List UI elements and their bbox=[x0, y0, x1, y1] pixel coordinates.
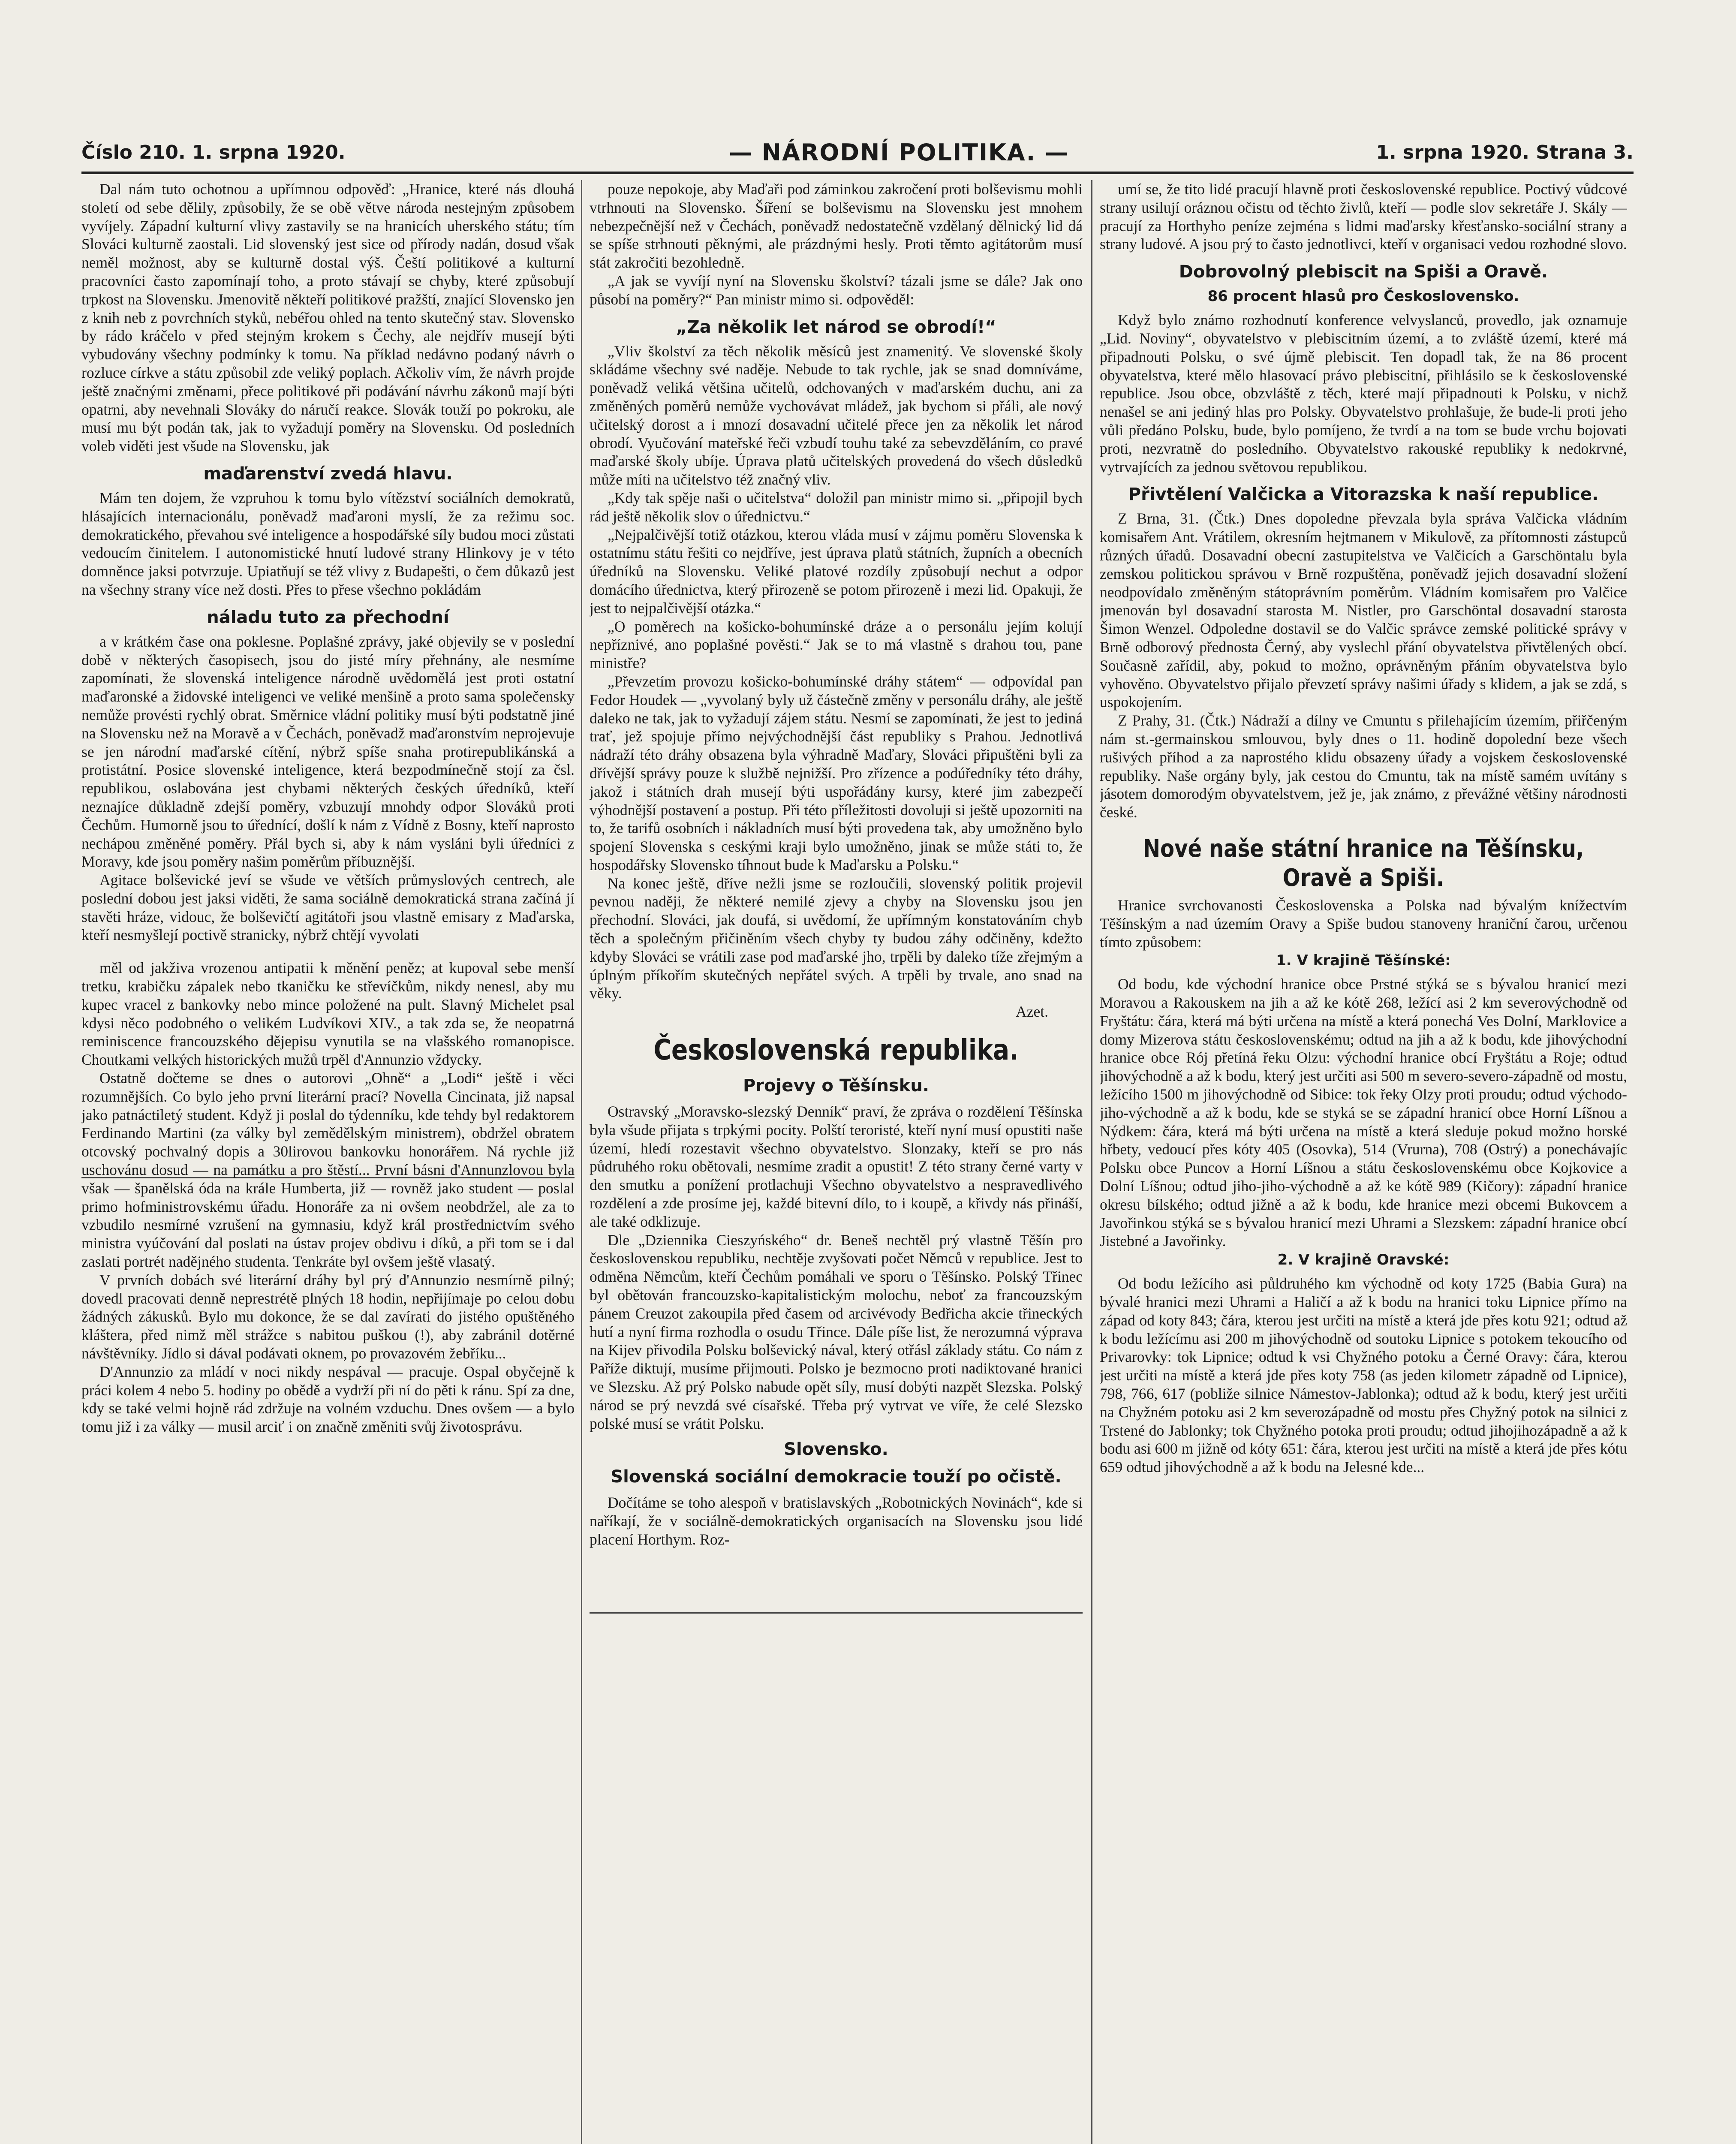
article-title: Přivtělení Valčicka a Vitorazska k naší republice. bbox=[1128, 485, 1599, 505]
column-3 bbox=[1100, 180, 1627, 2144]
page-header bbox=[81, 139, 1634, 174]
article-paragraph: „O poměrech na košicko-bohumínské dráze a o personálu jejím kolují nepříznivé, ano poplašné pověsti.“ Jak se to má vlastně s drahou tou, pane ministře? bbox=[590, 617, 1083, 672]
article-paragraph: Dočítáme se toho alespoň v bratislavských „Robotnických Novinách“, kde si naříkají, že v sociálně-demokratických organisacích na Slovensku jsou lidé placení Horthym. Roz- bbox=[590, 1494, 1083, 1548]
column-divider bbox=[1091, 180, 1092, 2144]
column-2 bbox=[590, 180, 1083, 2144]
article-paragraph: Dle „Dziennika Cieszyńského“ dr. Beneš nechtěl prý vlastně Těšín pro československou republiku, nechtěje zvyšovati počet Němců v republice. Jest to odměna Němcům, kteří Čechům pomáhali ve sporu o Těšínsko. Polský Třinec byl obětován francouzsko-kapitalistickým molochu, neboť za francouzským pánem Creuzot zakoupila před časem od arcivévody Bedřicha akcie třineckých hutí a nyní firma rozhodla o osudu Třince. Dále píše list, že nerozumná výprava na Kijev přivodila Polsku bolševický nával, který otřásl základy státu. Co nám z Paříže diktují, musíme přijmouti. Polsko je bezmocno proti nadiktované hranici ve Slezsku. Až prý Polsko nabude opět síly, musí dobýti nazpět Slezska. Polský národ se prý nevzdá své císařské. Třeba prý vytrvat ve víře, že celé Slezsko polské musí se vrátit Polsku. bbox=[590, 1231, 1083, 1432]
section-title: Slovensko. bbox=[784, 1439, 888, 1460]
article-paragraph: „Vliv školství za těch několik měsíců jest znamenitý. Ve slovenské školy skládáme všechny své naděje. Nebude to tak rychle, jak se snad domníváme, poněvadž veliká většina učitelů, odchovaných v maďarském duchu, ani za změněných poměrů nemůže vychovávat mládež, jak bychom si přáli, ale nový učitelský dorost a i mnozí dosavadní učitelé přece jen za několik let národ obrodí. Vyučování mateřské řeči vzbudí touhu také za sebevzděláním, co pravé maďarské školy ubíje. Úprava platů učitelských provedená do všech důsledků může míti na učitelstvo též značný vliv. bbox=[590, 342, 1083, 488]
article-paragraph: Ostravský „Moravsko-slezský Denník“ praví, že zpráva o rozdělení Těšínska byla všude přijata s trpkými pocity. Polští teroristé, kteří nyní musí opustiti naše území, hledí rozestavit všechno obyvatelstvo. Slonzaky, kteří se pro nás půdruhého roku obětovali, nesmíme zradit a opustit! Z této strany černé varty v den smutku a ponížení protlachuji Všechno obyvatelstvo a nespravedlivého rozdělení a zde prosíme jej, každé bitevní dílo, to i koupě, a křivdy nás přináší, ale také odklizuje. bbox=[590, 1103, 1083, 1230]
article-subtitle: 86 procent hlasů pro Československo. bbox=[1207, 288, 1519, 305]
article-paragraph: a v krátkém čase ona poklesne. Poplašné zprávy, jaké objevily se v poslední době v některých časopisech, jsou do jisté míry přehnány, ale nesmíme zapomínati, že slovenská inteligence národně uvědomělá jest proti ostatní maďaronské a židovské inteligenci ve veliké menšině a proto sama společensky nemůže provésti rychlý obrat. Směrnice vládní politiky musí býti podstatně jiné na Slovensku než na Moravě a v Čechách, poněvadž maďaronstvím neprojevuje se jen národní maďarské cítění, nýbrž spíše snaha protirepublikánská a protistátní. Posice slovenské inteligence, která bezpodmínečně stojí za čsl. republikou, oslabována jest chybami některých českých úředníků, kteří neznajíce důkladně zdejší poměry, vzbuzují mnohdy odpor Slováků proti Čechům. Humorně jsou to úřednící, došlí k nám z Vídně z Bosny, kteří naprosto nechápou změněné poměry. Přál bych si, aby k nám vysláni byli úředníci z Moravy, kde jsou poměry našim poměrům příbuznější. bbox=[81, 632, 575, 870]
feuilleton-paragraph: D'Annunzio za mládí v noci nikdy nespával — pracuje. Ospal obyčejně k práci kolem 4 nebo 5. hodiny po obědě a vydrží při ní do pěti k ránu. Spí za dne, kdy se také velmi hojně rád zdržuje na volném vzduchu. Dnes ovšem — a bylo tomu již i za války — musil arciť i on značně změniti svůj životosprávu. bbox=[81, 1363, 575, 1436]
feuilleton-paragraph: měl od jakživa vrozenou antipatii k měnění peněz; at kupoval sebe menší tretku, krabičku zápalek nebo tkaničku ke střevíčkům, nikdy nenesl, aby mu kupec vracel z bankovky nebo mince položené na pult. Slavný Michelet psal kdysi něco podobného o velikém Ludvíkovi XIV., a tak zda se, že neopatrná reminiscence francouzského dějepisu vynutila se na vlašského romanopisce. Choutkami velkých historických mužů trpěl d'Annunzio vždycky. bbox=[81, 959, 575, 1069]
article-title: Dobrovolný plebiscit na Spiši a Oravě. bbox=[1179, 262, 1548, 282]
article-paragraph: „Kdy tak spěje naši o učitelstva“ doložil pan ministr mimo si. „připojil bych rád ještě několik slov o úřednictvu.“ bbox=[590, 489, 1083, 525]
section-title: Československá republika. bbox=[653, 1033, 1019, 1067]
page-number: 1. srpna 1920. Strana 3. bbox=[1376, 142, 1634, 163]
masthead: — NÁRODNÍ POLITIKA. — bbox=[729, 139, 1069, 166]
article-paragraph: „Nejpalčivější totiž otázkou, kterou vláda musí v zájmu poměru Slovenska k ostatnímu státu řešiti co nejdříve, jest úprava platů státních, župních a obecních úředníků na Slovensku. Veliké platové rozdíly způsobují nechut a odpor domácího úřednictva, který přirozeně se potom přirozeně i mezi lid. Opakuji, že jest to nejpalčivější otázka.“ bbox=[590, 526, 1083, 617]
article-paragraph: Agitace bolševické jeví se všude ve větších průmyslových centrech, ale poslední dobou jest jaksi viděti, že sama sociálně demokratická strana začíná jí stavěti hráze, vidouc, že bolševičtí agitátoři jsou vlastně emisary z Maďarska, kteří nesmyšlejí poctivě stranicky, nýbrž chtějí vyvolati bbox=[81, 871, 575, 944]
article-paragraph: Od bodu ležícího asi půldruhého km východně od koty 1725 (Babia Gura) na bývalé hranici mezi Uhrami a Haličí a až k bodu na hranici toku Lipnice přímo na západ od koty 843; čára, kterou jest určiti na místě a která jde přes kotu 921; odtud až k bodu ležícímu asi 200 m jihovýchodně od soutoku Lipnice s potokem tekoucího od Privarovky: tok Lipnice; odtud k vsi Chyžného potoku a Černé Oravy: čára, kterou jest určiti na místě a která jde přes koty 758 (as jeden kilometr západně od Lipnice), 798, 766, 617 (pobliže silnice Námestov-Jablonka); odtud až k bodu, který jest určiti na Chyžném potoku asi 2 km severozápadně od mostu přes Chyžný potok na silnici z Trstené do Jablonky; tok Chyžného potoka proti proudu; odtud jihojihozápadně a až k bodu asi 600 m jižně od kóty 651: čára, kterou jest určiti na místě a která jde přes kótu 659 odtud jihovýchodně a až k bodu na Jelesné kde... bbox=[1100, 1275, 1627, 1476]
subheading: 1. V krajině Těšínské: bbox=[1276, 952, 1451, 970]
article-paragraph: Z Prahy, 31. (Čtk.) Nádraží a dílny ve Cmuntu s přilehajícím územím, přiřčeným nám st.-germainskou smlouvou, byly dnes o 11. hodině dopolední beze všech rušivých příhod a za naprostého klidu obsazeny úřady a vojskem československé republiky. Naše orgány byly, jak cestou do Cmuntu, tak na místě samém uvítány s jásotem domorodým obyvatelstvem, jež je, jak známo, z převážné většiny národnosti české. bbox=[1100, 712, 1627, 821]
subheading: maďarenství zvedá hlavu. bbox=[203, 464, 453, 484]
article-paragraph: Když bylo známo rozhodnutí konference velvyslanců, provedlo, jak oznamuje „Lid. Noviny“, obyvatelstvo v plebiscitním území, a to zvláště území, které má připadnouti Polsku, o své újmě plebiscit. Ten dopadl tak, že na 86 procent obyvatelstva, které mělo hlasovací právo plebiscitní, přihlásilo se k československé republice. Jsou obce, obzvláště z těch, které mají připadnouti k Polsku, v nichž nenašel se ani jediný hlas pro Polsky. Obyvatelstvo prohlašuje, že bude-li proti jeho vůli předáno Polsku, bude, bylo pomíjeno, že tvrdí a na tom se bude vrchu bojovati proti, nezvratně do posledního. Obyvatelstvo rakouské republiky k nedokrvné, vytrvajících za jednou světovou republikou. bbox=[1100, 311, 1627, 476]
author-signature: Azet. bbox=[1016, 1003, 1048, 1021]
column-1 bbox=[81, 180, 575, 2144]
subheading: „Za několik let národ se obrodí!“ bbox=[676, 317, 996, 337]
subheading: 2. V krajině Oravské: bbox=[1277, 1251, 1450, 1269]
article-paragraph: Dal nám tuto ochotnou a upřímnou odpověď: „Hranice, které nás dlouhá století od sebe dělily, způsobily, že se obě větve národa nestejným způsobem vyvíjely. Západní kulturní vlivy zastavily se na hranicích uherského státu; tím Slováci kulturně zaostali. Lid slovenský jest sice od přírody nadán, dosud však neměl možnost, aby se kulturně dostal výš. Čeští politikové a kulturní pracovníci často zapomínají toho, a proto stávají se chyby, které způsobují trpkost na Slovensku. Jmenovitě někteří politikové pražští, znající Slovensko jen z knih neb z povrchních styků, nebéřou ohled na tento skutečný stav. Slovensko by rádo kráčelo v před stejným krokem s Čechy, ale nejdřív musejí býti vybudovány všechny podmínky k tomu. Na příklad nedávno podaný návrh o rozluce církve a státu způsobil zde veliký poplach. Ačkoliv vím, že návrh projde ještě značnými změnami, přece politikové při podávání návrhu zákonů mají býti opatrni, aby nevehnali Slováky do náručí reakce. Slovák touží po pokroku, ale musí mu být podán tak, jak to vyžadují poměry na Slovensku. Od posledních voleb viděti jest všude na Slovensku, jak bbox=[81, 181, 575, 455]
article-title: Slovenská sociální demokracie touží po očistě. bbox=[611, 1467, 1062, 1487]
feuilleton-paragraph: Ostatně dočteme se dnes o autorovi „Ohně“ a „Lodi“ ještě i věci rozumnějších. Co bylo jeho první literární prací? Novella Cincinata, již napsal jako patnáctiletý student. Když ji poslal do týdenníku, kde tehdy byl redaktorem Ferdinando Martini (za války byl zemědělským ministrem), obdržel obratem otcovský pochvalný dopis a 30lirovou bankovku honorářem. Ná rychle již uschovánu dosud — na památku a pro štěstí... První básni d'Annunzlovou byla však — španělská óda na krále Humberta, již — rovněž jako student — poslal primo hofministrovskému úřadu. Honoráře za ni ovšem neobdržel, ale za to vzbudilo nesmírné vzrušení na gymnasiu, když král prostřednictvím svého ministra vyúčování dal poslati na ústav projev obdivu i díků, a při tom se i dal zaslati portrét nadějného studenta. Tenkráte byl ovšem ještě vlasatý. bbox=[81, 1069, 575, 1271]
subheading: náladu tuto za přechodní bbox=[207, 607, 449, 627]
issue-info: Číslo 210. 1. srpna 1920. bbox=[81, 142, 346, 163]
feuilleton-paragraph: V prvních dobách své literární dráhy byl prý d'Annunzio nesmírně pilný; dovedl pracovati denně neprestrétě plných 18 hodin, nepřijímaje po celou dobu žádných zákusků. Bylo mu dokonce, že se dal zavírati do jistého opuštěného kláštera, před nimž měl strážce s nabitou puškou (!), aby zabránil dotěrné návštěvníky. Jídlo si dával podávati oknem, po provazovém žebříku... bbox=[81, 1271, 575, 1362]
section-title: Nové naše státní hranice na Těšínsku, Oravě a Spiši. bbox=[1143, 834, 1584, 892]
article-paragraph: „A jak se vyvíjí nyní na Slovensku školství? tázali jsme se dále? Jak ono působí na poměry?“ Pan ministr mimo si. odpověděl: bbox=[590, 272, 1083, 308]
article-paragraph: Mám ten dojem, že vzpruhou k tomu bylo vítězství sociálních demokratů, hlásajících internacionálu, poněvadž maďaroni myslí, že za režimu soc. demokratického, převahou své inteligence a hospodářské síly budou moci zůstati vedoucím činitelem. I autonomistické hnutí ludové strany Hlinkovy je v této domněnce jaksi potvrzuje. Upiatňují se též vlivy z Budapešti, o čem důkazů jest na všechny strany více než dosti. Přes to přese všechno pokládám bbox=[81, 489, 575, 598]
article-paragraph: Z Brna, 31. (Čtk.) Dnes dopoledne převzala byla správa Valčicka vládním komisařem Ant. Vrátilem, okresním hejtmanem v Mikulově, za přítomnosti zástupců různých úřadů. Dosavadní obecní zastupitelstva ve Valčicích a Garschöntalu byla zemskou politickou správou v Brně rozpuštěna, poněvadž jejich dosavadní složení neodpovídalo změněným státoprávním poměrům. Vládním komisařem pro Valčice jmenován byl dosavadní starosta M. Nistler, pro Garschöntal dosavadní starosta Šimon Wenzel. Odpoledne dostavil se do Valčic správce zemské politické správy v Brně odborový přednosta Černý, aby vyslechl přání obyvatelstva přivtělených obcí. Současně zařídil, aby, pokud to možno, oprávněným přáním obyvatelstva bylo vyhověno. Obyvatelstvo přijalo převzetí správy našimi úřady s klidem, a jak se zdá, s uspokojením. bbox=[1100, 510, 1627, 711]
article-paragraph: pouze nepokoje, aby Maďaři pod záminkou zakročení proti bolševismu mohli vtrhnouti na Slovensko. Šíření se bolševismu na Slovensku jest mnohem nebezpečnější než v Čechách, poněvadž nedostatečně vzdělaný dělnický lid dá se spíše strhnouti pěknými, ale prázdnými hesly. Proti těmto agitátorům musí stát zakročiti bezohledně. bbox=[590, 181, 1083, 271]
article-paragraph: Hranice svrchovanosti Československa a Polska nad bývalým knížectvím Těšínským a nad územím Oravy a Spiše budou stanoveny hraniční čarou, určenou tímto způsobem: bbox=[1100, 896, 1627, 951]
article-paragraph: umí se, že tito lidé pracují hlavně proti československé republice. Poctivý vůdcové strany usilují oráznou očistu od těchto živlů, kteří — podle slov sekretáře J. Skály — pracují za Horthyho peníze zejména s lidmi maďarsky křesťansko-sociální strany a strany ludové. A jsou prý to často jednotlivci, kteří v organisaci vedou rozhodné slovo. bbox=[1100, 181, 1627, 253]
article-title: Projevy o Těšínsku. bbox=[743, 1076, 930, 1096]
article-paragraph: „Převzetím provozu košicko-bohumínské dráhy státem“ — odpovídal pan Fedor Houdek — „vyvolaný byly už částečně změny v personálu dráhy, ale ještě daleko ne tak, jak to vyžadují zájem státu. Nesmí se zapomínati, že jest to jediná trať, jež spojuje přímo nejvýchodnější část republiky s Prahou. Jednotlivá nádraží této dráhy obsazena byla výhradně Maďary, Slováci připuštěni byli za dřívější správy pouze k službě nejnižší. Pro zřízence a podúředníky této dráhy, jakož i státních drah musejí býti uspořádány kursy, které jim zabezpečí výhodnější postavení a postup. Při této příležitosti dovoluji si ještě upozorniti na to, že tarifů osobních i nákladních musí býti provedena tak, aby umožněno bylo spojení Slovenska s ceskými kraji bylo umožněno, jinak se může státi to, že hospodářsky Slovensko tíhnout bude k Maďarsku a Polsku.“ bbox=[590, 672, 1083, 873]
article-paragraph: Na konec ještě, dříve nežli jsme se rozloučili, slovenský politik projevil pevnou naději, že některé nemilé zjevy a chyby na Slovensku jsou jen přechodní. Slováci, jak doufá, si uvědomí, že upřímným konstatováním chyb těch a společným přičiněním všech chyby ty budou záhy odčiněny, kdežto kdyby Slováci se vrátili zase pod maďarské jho, trpěli by daleko tíže zřejmým a úplným příkořím skutečných nepřátel svých. A trpěli by trvale, ano snad na věky. bbox=[590, 874, 1083, 1002]
column-divider bbox=[581, 180, 582, 2144]
article-paragraph: Od bodu, kde východní hranice obce Prstné stýká se s bývalou hranicí mezi Moravou a Rakouskem na jih a až ke kótě 268, ležící asi 2 km severovýchodně od Fryštátu: čára, která má býti určena na místě a která ponechá Ves Dolní, Marklovice a domy Mizerova státu československému; odtud na jih a až k bodu, kde jihovýchodní hranice obce Rój přetíná řeku Olzu: východní hranice obcí Fryštátu a Roje; odtud jihovýchodně a až k bodu, který jest určiti asi 500 m severo-severo-západně od mostu, ležícího 1500 m jihovýchodně od Sibice: tok řeky Olzy proti proudu; odtud východo-jiho-východně a až k bodu, kde se styká se se západní hranicí obce Horní Líšnou a Nýdkem: čára, která má býti určena na místě a která sleduje pokud možno horské hřbety, vedoucí přes kóty 405 (Osovka), 514 (Vrurna), 708 (Ostrý) a ponechávajíc Polsku obce Puncov a Horní Líšnou a státu československému obce Kojkovice a Dolní Líšnou; odtud jiho-jiho-východně a až ke kótě 989 (Kičory): západní hranice okresu bílského; odtud jižně a až k bodu, kde hranice mezi obcemi Bukovcem a Javořinkou stýká se s bývalou hranicí mezi Uhrami a Slezskem: západní hranice obcí Jistebné a Javořinky. bbox=[1100, 976, 1627, 1250]
